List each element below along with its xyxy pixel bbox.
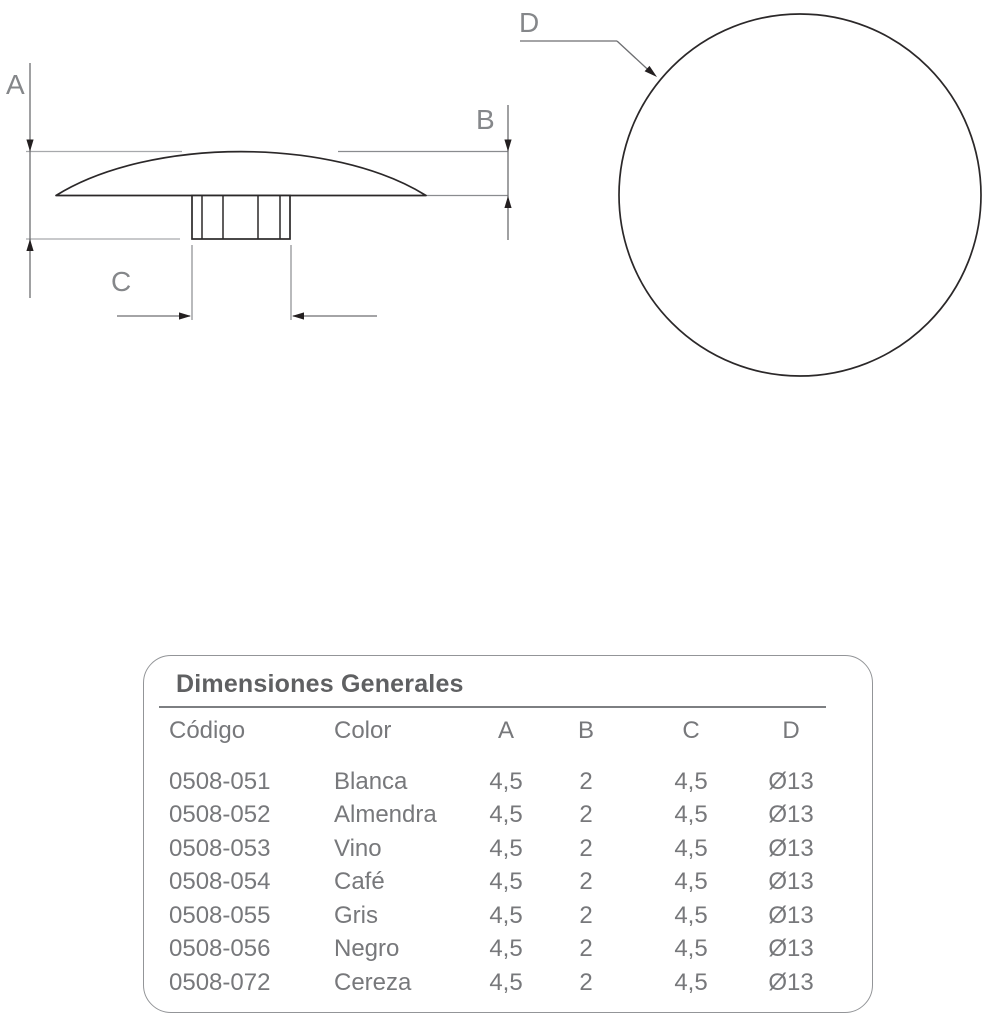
- dim-b-arrow-up-icon: [504, 196, 511, 208]
- table-body: [144, 765, 872, 1000]
- table-row: [144, 832, 872, 866]
- cell-color: Negro: [334, 935, 400, 963]
- cell-b: 2: [579, 968, 593, 996]
- cell-b: 2: [579, 767, 593, 795]
- cell-b: 2: [579, 901, 593, 929]
- dimensions-panel: [143, 655, 873, 1013]
- cell-codigo: 0508-052: [169, 801, 271, 829]
- cell-d: Ø13: [768, 834, 814, 862]
- drawing-area: [0, 0, 987, 480]
- dim-a-arrow-down-icon: [26, 140, 33, 152]
- cell-color: Café: [334, 868, 385, 896]
- table-row: [144, 866, 872, 900]
- table-row: [144, 933, 872, 967]
- panel-title: Dimensiones Generales: [176, 670, 464, 698]
- column-header-c: C: [682, 717, 700, 744]
- cell-color: Cereza: [334, 968, 412, 996]
- dim-label-d: D: [519, 7, 540, 38]
- cell-a: 4,5: [489, 767, 523, 795]
- column-header-color: Color: [334, 717, 392, 744]
- top-view-circle: [619, 14, 981, 376]
- cell-a: 4,5: [489, 801, 523, 829]
- dim-label-a: A: [6, 69, 25, 100]
- cell-c: 4,5: [674, 834, 708, 862]
- cell-codigo: 0508-054: [169, 868, 271, 896]
- column-header-a: A: [497, 717, 514, 744]
- dim-c-arrow-left-icon: [292, 312, 304, 319]
- dim-d-leader-diagonal: [617, 41, 650, 72]
- cell-d: Ø13: [768, 868, 814, 896]
- dim-label-c: C: [111, 266, 132, 297]
- cap-stem: [192, 196, 290, 240]
- dim-label-b: B: [476, 104, 495, 135]
- cell-a: 4,5: [489, 834, 523, 862]
- cell-color: Gris: [334, 901, 378, 929]
- cell-c: 4,5: [674, 868, 708, 896]
- table-header-row: [144, 712, 872, 750]
- cell-c: 4,5: [674, 767, 708, 795]
- cell-d: Ø13: [768, 767, 814, 795]
- cell-color: Blanca: [334, 767, 408, 795]
- cell-codigo: 0508-055: [169, 901, 271, 929]
- column-header-d: D: [782, 717, 800, 744]
- cell-codigo: 0508-056: [169, 935, 271, 963]
- cell-d: Ø13: [768, 935, 814, 963]
- table-row: [144, 799, 872, 833]
- table-row: [144, 765, 872, 799]
- cell-a: 4,5: [489, 968, 523, 996]
- cell-codigo: 0508-072: [169, 968, 271, 996]
- cell-codigo: 0508-053: [169, 834, 271, 862]
- dim-a-arrow-up-icon: [26, 239, 33, 251]
- dim-c-arrow-right-icon: [179, 312, 191, 319]
- cell-d: Ø13: [768, 968, 814, 996]
- cell-color: Vino: [334, 834, 382, 862]
- cell-b: 2: [579, 834, 593, 862]
- cap-dome-profile: [56, 152, 426, 196]
- cell-a: 4,5: [489, 901, 523, 929]
- cell-color: Almendra: [334, 801, 437, 829]
- cell-b: 2: [579, 935, 593, 963]
- title-divider: [159, 706, 826, 708]
- cell-b: 2: [579, 868, 593, 896]
- column-header-b: B: [577, 717, 594, 744]
- cell-b: 2: [579, 801, 593, 829]
- cell-d: Ø13: [768, 901, 814, 929]
- cell-a: 4,5: [489, 868, 523, 896]
- dim-b-arrow-down-icon: [504, 140, 511, 152]
- table-row: [144, 966, 872, 1000]
- column-header-codigo: Código: [169, 717, 246, 744]
- cell-d: Ø13: [768, 801, 814, 829]
- cell-c: 4,5: [674, 901, 708, 929]
- cell-c: 4,5: [674, 935, 708, 963]
- cell-c: 4,5: [674, 968, 708, 996]
- cell-codigo: 0508-051: [169, 767, 271, 795]
- cell-c: 4,5: [674, 801, 708, 829]
- table-row: [144, 899, 872, 933]
- cell-a: 4,5: [489, 935, 523, 963]
